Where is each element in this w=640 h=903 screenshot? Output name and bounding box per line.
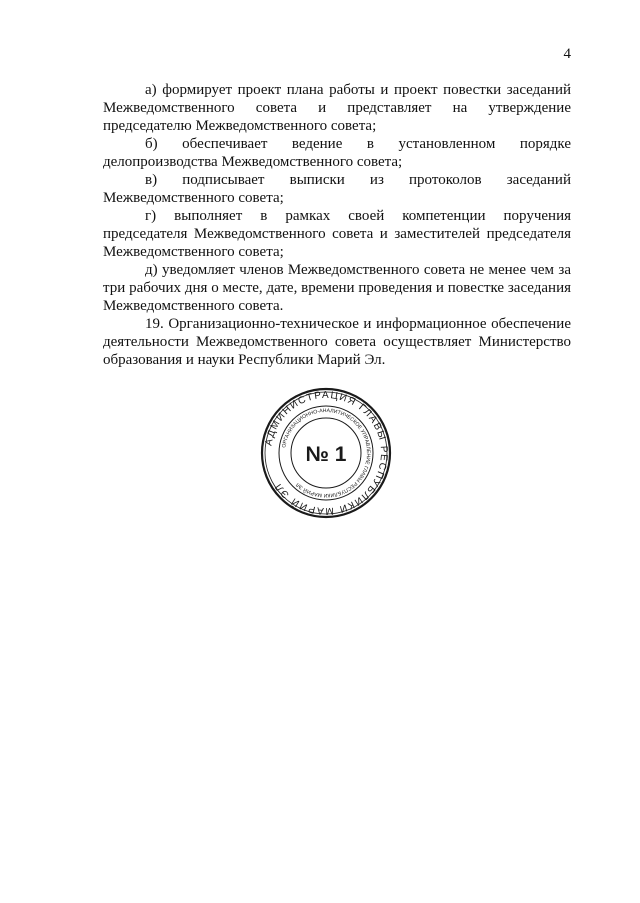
page-number: 4 <box>563 46 571 62</box>
seal-number: № 1 <box>305 443 347 466</box>
seal-outer-text: АДМИНИСТРАЦИЯ ГЛАВЫ РЕСПУБЛИКИ МАРИЙ ЭЛ <box>263 389 390 517</box>
seal-graphic <box>260 387 392 519</box>
paragraph-b: б) обеспечивает ведение в установленном порядке делопроизводства Межведомственного совета; <box>103 136 571 170</box>
document-body <box>103 81 571 369</box>
paragraph-19: 19. Организационно-техническое и информационное обеспечение деятельности Межведомственного совета осуществляет Министерство образования и науки Республики Марий Эл. <box>103 316 571 368</box>
paragraph-a: а) формирует проект плана работы и проект повестки заседаний Межведомственного совета и представляет на утверждение председателю Межведомственного совета; <box>103 82 571 134</box>
official-seal <box>260 387 392 519</box>
paragraph-g: г) выполняет в рамках своей компетенции поручения председателя Межведомственного совета и заместителей председателя Межведомственного совета; <box>103 208 571 260</box>
paragraph-d: д) уведомляет членов Межведомственного совета не менее чем за три рабочих дня о месте, дате, времени проведения и повестке заседания Межведомственного совета. <box>103 262 571 314</box>
paragraph-v: в) подписывает выписки из протоколов заседаний Межведомственного совета; <box>103 172 571 206</box>
seal-inner-text: ОРГАНИЗАЦИОННО-АНАЛИТИЧЕСКОЕ УПРАВЛЕНИЕ ГЛАВЫ РЕСПУБЛИКИ МАРИЙ ЭЛ <box>281 407 372 499</box>
